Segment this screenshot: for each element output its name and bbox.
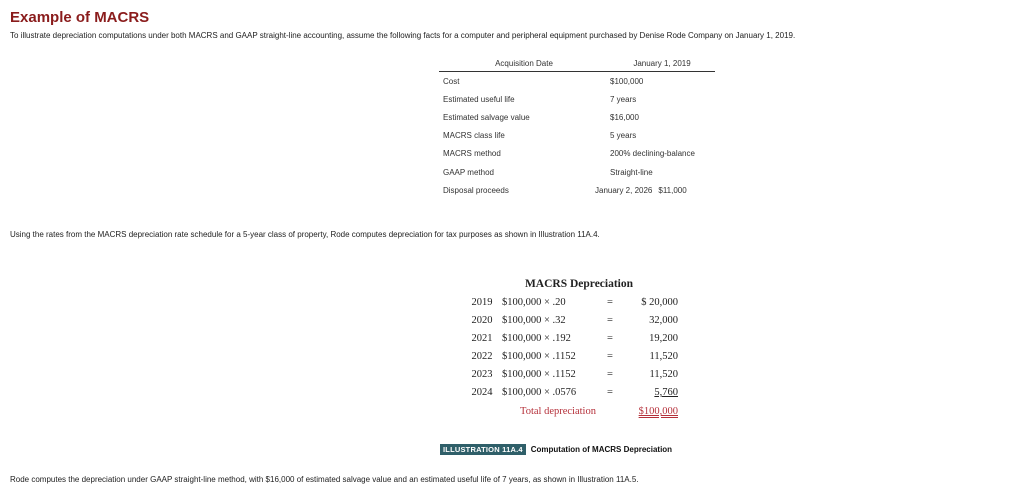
macrs-calc: $100,000 × .0576 [502, 387, 577, 399]
macrs-equals: = [607, 387, 613, 399]
facts-row [439, 145, 715, 163]
disposal-value: $11,000 [658, 185, 687, 195]
fact-label: GAAP method [443, 167, 494, 177]
macrs-amount: 19,200 [649, 332, 678, 344]
disposal-label: Disposal proceeds [443, 185, 509, 195]
illustration-caption: Computation of MACRS Depreciation [530, 445, 673, 454]
macrs-year: 2021 [471, 332, 493, 344]
fact-label: Estimated salvage value [443, 112, 530, 122]
macrs-equals: = [607, 332, 613, 344]
facts-row [439, 72, 715, 90]
macrs-year: 2019 [471, 296, 493, 308]
page-title: Example of MACRS [10, 9, 150, 26]
macrs-amount: $ 20,000 [641, 296, 678, 308]
fact-label: MACRS method [443, 149, 501, 159]
macrs-row [462, 311, 682, 329]
macrs-row [462, 365, 682, 383]
macrs-amount: 11,520 [649, 368, 678, 380]
macrs-row [462, 293, 682, 311]
facts-table [439, 57, 715, 199]
macrs-equals: = [607, 296, 613, 308]
macrs-title: MACRS Depreciation [524, 278, 634, 290]
macrs-total-label: Total depreciation [520, 406, 596, 418]
macrs-amount: 11,520 [649, 350, 678, 362]
macrs-calc: $100,000 × .20 [502, 296, 566, 308]
footer-paragraph: Rode computes the depreciation under GAAP straight-line method, with $16,000 of estimated salvage value and an estimated useful life of 7 years, as shown in Illustration 11A.5. [10, 475, 639, 484]
fact-label: MACRS class life [443, 131, 505, 141]
macrs-year: 2023 [471, 368, 493, 380]
facts-row [439, 163, 715, 181]
macrs-calc: $100,000 × .1152 [502, 350, 576, 362]
macrs-amount: 32,000 [649, 314, 678, 326]
using-paragraph: Using the rates from the MACRS depreciation rate schedule for a 5-year class of property, Rode computes depreciation for tax purposes as shown in Illustration 11A.4. [10, 230, 600, 239]
macrs-row [462, 383, 682, 401]
macrs-calc: $100,000 × .1152 [502, 368, 576, 380]
facts-row [439, 108, 715, 126]
macrs-row [462, 347, 682, 365]
intro-paragraph: To illustrate depreciation computations under both MACRS and GAAP straight-line accounting, assume the following facts for a computer and peripheral equipment purchased by Denise Rode Company on January 1, 2019. [10, 31, 796, 40]
macrs-amount: 5,760 [654, 387, 678, 399]
macrs-year: 2022 [471, 350, 493, 362]
illustration-badge: ILLUSTRATION 11A.4 [440, 444, 526, 455]
fact-label: Cost [443, 76, 460, 86]
fact-value: Straight-line [610, 167, 653, 177]
fact-value: 5 years [610, 131, 637, 141]
fact-value: $100,000 [610, 76, 644, 86]
macrs-equals: = [607, 368, 613, 380]
macrs-calc: $100,000 × .192 [502, 332, 571, 344]
facts-row-disposal [439, 181, 715, 199]
macrs-row [462, 329, 682, 347]
macrs-year: 2024 [471, 387, 493, 399]
illustration-caption-block [440, 444, 672, 455]
acquisition-date-label: Acquisition Date [495, 59, 553, 68]
fact-value: 7 years [610, 94, 637, 104]
fact-value: 200% declining-balance [610, 149, 695, 159]
macrs-total-row [462, 402, 682, 422]
disposal-date: January 2, 2026 [595, 185, 653, 195]
macrs-year: 2020 [471, 314, 493, 326]
fact-value: $16,000 [610, 112, 639, 122]
macrs-calc: $100,000 × .32 [502, 314, 566, 326]
macrs-total-amount: $100,000 [638, 406, 678, 418]
facts-header [439, 57, 715, 72]
acquisition-date-value: January 1, 2019 [633, 59, 691, 68]
macrs-equals: = [607, 350, 613, 362]
macrs-table [462, 278, 682, 422]
macrs-equals: = [607, 314, 613, 326]
facts-row [439, 127, 715, 145]
fact-label: Estimated useful life [443, 94, 515, 104]
facts-row [439, 90, 715, 108]
